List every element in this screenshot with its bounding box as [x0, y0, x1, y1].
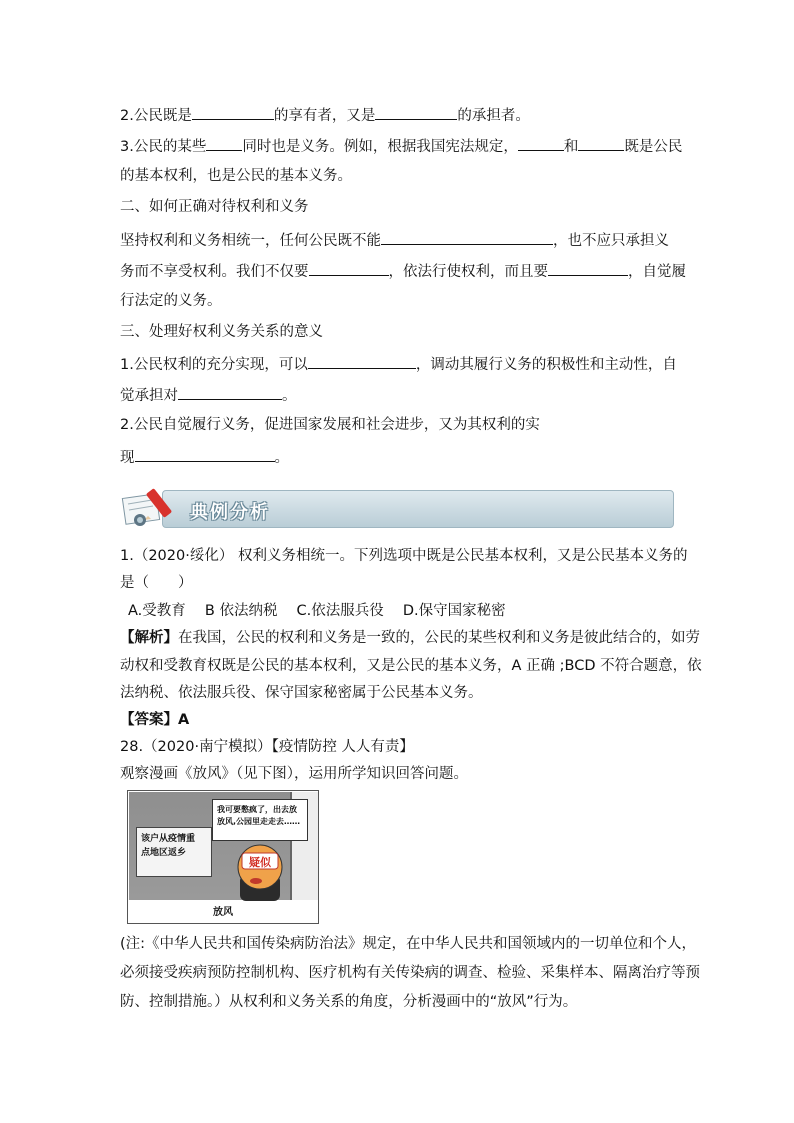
pencil-paper-icon — [118, 486, 188, 530]
blank-field[interactable] — [381, 229, 553, 245]
fill-line-7 — [120, 353, 677, 375]
text: 同时也是义务。例如，根据我国宪法规定， — [242, 139, 518, 155]
blank-field[interactable] — [206, 135, 242, 151]
speech-bubble — [212, 799, 308, 841]
text-line-6: 行法定的义务。 — [120, 293, 222, 309]
bubble-text: 我可要憋疯了，出去放 — [217, 805, 297, 814]
blank-field[interactable] — [309, 260, 389, 276]
fill-line-5 — [120, 260, 686, 282]
blank-field[interactable] — [178, 384, 282, 400]
fill-line-10 — [120, 446, 289, 468]
blank-field[interactable] — [135, 446, 275, 462]
text: 在我国，公民的权利和义务是一致的，公民的某些权利和义务是彼此结合的，如劳 — [178, 630, 700, 646]
text: 现 — [120, 450, 135, 466]
text: 2.公民既是 — [120, 108, 192, 124]
banner-title: 典例分析 — [190, 502, 270, 523]
text: 3.公民的某些 — [120, 139, 207, 155]
section-heading-2: 二、如何正确对待权利和义务 — [120, 199, 309, 215]
fill-line-2 — [120, 135, 682, 157]
question-28-stem: 28.（2020·南宁模拟）【疫情防控 人人有责】 — [120, 739, 414, 755]
text: ，依法行使权利，而且要 — [388, 264, 548, 280]
text: 的享有者，又是 — [273, 108, 376, 124]
answer: 【答案】A — [120, 712, 190, 728]
analysis-label: 【解析】 — [120, 630, 178, 646]
question-1-stem-2: 是（ ） — [120, 575, 193, 591]
cartoon-image — [127, 790, 319, 924]
text-line-9: 2.公民自觉履行义务，促进国家发展和社会进步，又为其权利的实 — [120, 417, 540, 433]
text: ，自觉履 — [628, 264, 686, 280]
text: 务而不享受权利。我们不仅要 — [120, 264, 309, 280]
blank-field[interactable] — [308, 353, 416, 369]
note-line-1: (注:《中华人民共和国传染病防治法》规定，在中华人民共和国领域内的一切单位和个人， — [120, 936, 697, 952]
text-line-3: 的基本权利，也是公民的基本义务。 — [120, 168, 352, 184]
poster-text: 点地区返乡 — [141, 848, 187, 858]
analysis-line-3: 法纳税、依法服兵役、保守国家秘密属于公民基本义务。 — [120, 685, 483, 701]
cartoon-caption: 放风 — [213, 907, 233, 918]
bubble-text: 放风,公园里走走去…… — [217, 817, 301, 826]
text: 。 — [274, 450, 289, 466]
poster-text: 该户从疫情重 — [141, 834, 196, 844]
note-line-2: 必须接受疾病预防控制机构、医疗机构有关传染病的调查、检验、采集样本、隔离治疗等预 — [120, 965, 700, 981]
section-banner — [118, 486, 674, 530]
text: 的承担者。 — [457, 108, 530, 124]
text: ，调动其履行义务的积极性和主动性，自 — [415, 357, 677, 373]
blank-field[interactable] — [192, 104, 274, 120]
text: ，也不应只承担义 — [553, 233, 669, 249]
text: 1.公民权利的充分实现，可以 — [120, 357, 308, 373]
blank-field[interactable] — [578, 135, 624, 151]
text: 和 — [563, 139, 579, 155]
cartoon-poster — [136, 827, 212, 877]
text: 坚持权利和义务相统一，任何公民既不能 — [120, 233, 381, 249]
text: 觉承担对 — [120, 388, 178, 404]
analysis-line-2: 动权和受教育权既是公民的基本权利，又是公民的基本义务，A 正确 ;BCD 不符合题意，依 — [120, 658, 702, 674]
blank-field[interactable] — [518, 135, 564, 151]
question-1-options: A.受教育 B 依法纳税 C.依法服兵役 D.保守国家秘密 — [128, 603, 506, 619]
text: 既是公民 — [624, 139, 683, 155]
note-line-3: 防、控制措施。）从权利和义务关系的角度，分析漫画中的“放风”行为。 — [120, 994, 578, 1010]
question-1-stem: 1.（2020·绥化） 权利义务相统一。下列选项中既是公民基本权利，又是公民基本义务的 — [120, 548, 688, 564]
text: 。 — [282, 388, 297, 404]
cartoon-character — [226, 837, 296, 901]
fill-line-4 — [120, 229, 669, 251]
badge-text: 疑似 — [249, 856, 271, 869]
blank-field[interactable] — [375, 104, 457, 120]
blank-field[interactable] — [548, 260, 628, 276]
analysis-line-1 — [120, 628, 700, 648]
question-28-intro: 观察漫画《放风》（见下图），运用所学知识回答问题。 — [120, 766, 468, 782]
fill-line-1 — [120, 104, 530, 126]
fill-line-8 — [120, 384, 297, 406]
section-heading-3: 三、处理好权利义务关系的意义 — [120, 324, 323, 340]
